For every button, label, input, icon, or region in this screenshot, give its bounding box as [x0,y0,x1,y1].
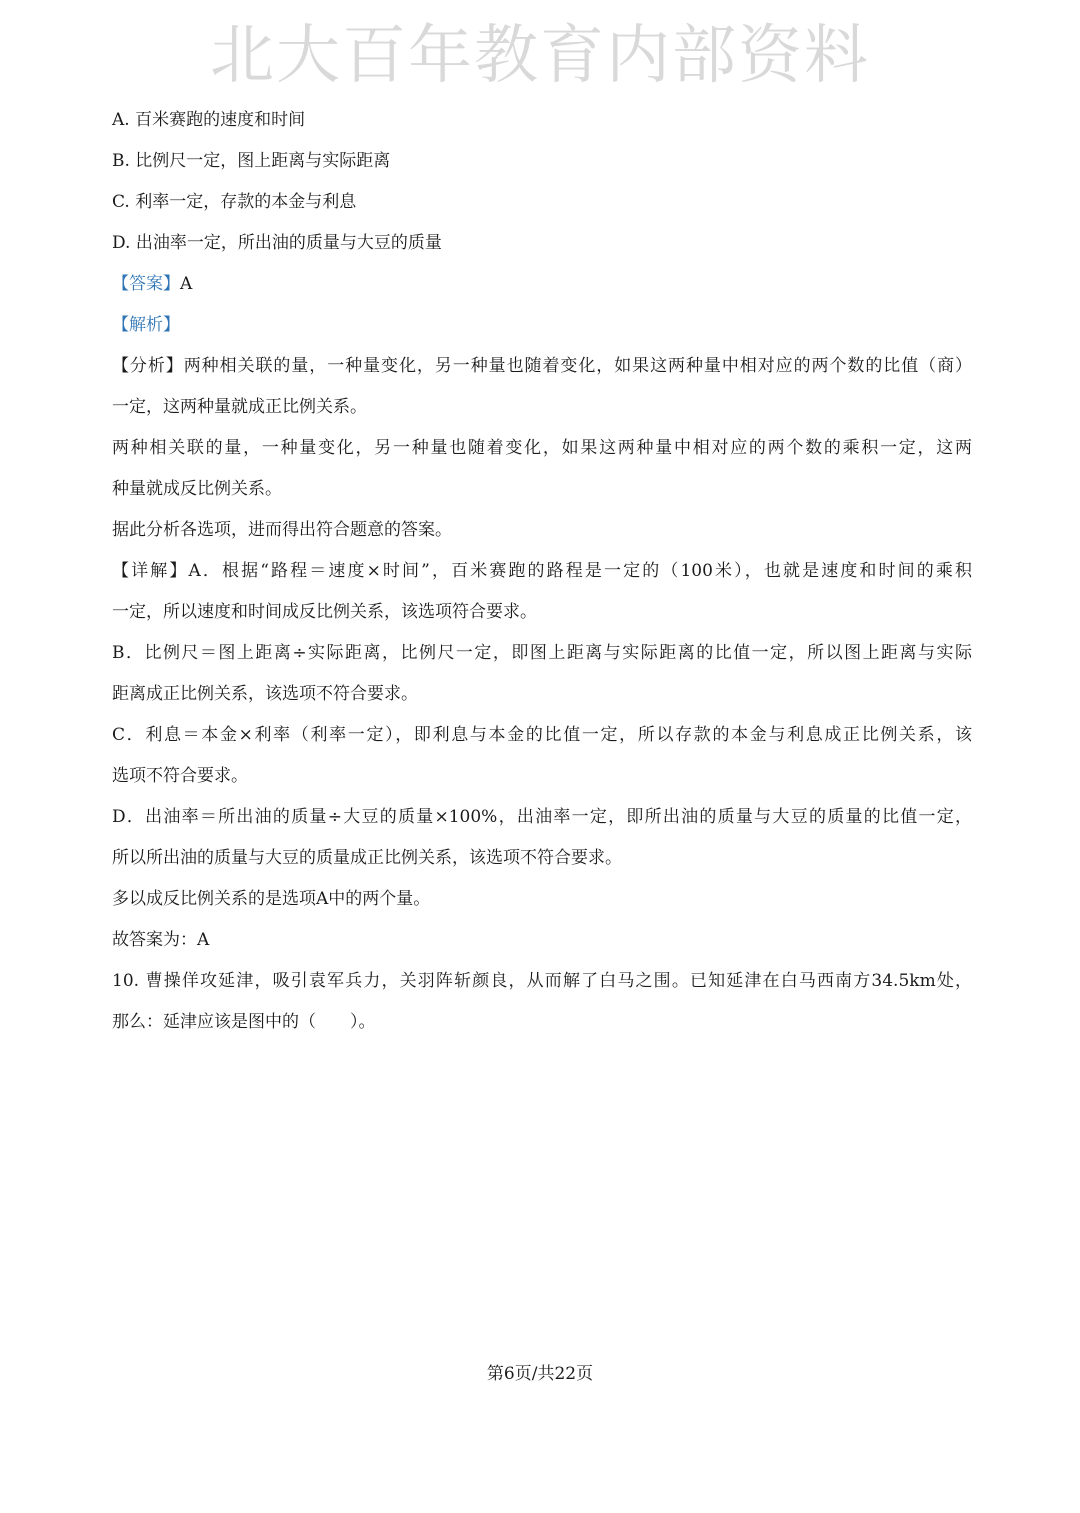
detail-line: B．比例尺＝图上距离÷实际距离，比例尺一定，即图上距离与实际距离的比值一定，所以图上距离与实际 [112,643,972,663]
question-10-continued: 那么：延津应该是图中的（ ）。 [112,1012,376,1032]
detail-tag: 【详解】 [112,561,189,581]
question-10: 10. 曹操佯攻延津，吸引袁军兵力，关羽阵斩颜良，从而解了白马之围。已知延津在白马西南方34.5km处， [112,971,972,991]
analysis-line: 种量就成反比例关系。 [112,479,282,499]
final-answer-line: 故答案为：A [112,930,210,950]
detail-line [112,551,972,592]
analysis-label: 【解析】 [112,315,180,335]
detail-text: A．根据“路程＝速度×时间”，百米赛跑的路程是一定的（100米），也就是速度和时间的乘积 [188,561,973,581]
option-a: A. 百米赛跑的速度和时间 [112,110,306,130]
detail-line: D．出油率＝所出油的质量÷大豆的质量×100%，出油率一定，即所出油的质量与大豆的质量的比值一定， [112,807,972,827]
analysis-line [112,346,972,387]
analysis-line: 据此分析各选项，进而得出符合题意的答案。 [112,520,452,540]
detail-line: 所以所出油的质量与大豆的质量成正比例关系，该选项不符合要求。 [112,848,622,868]
analysis-line: 两种相关联的量，一种量变化，另一种量也随着变化，如果这两种量中相对应的两个数的乘积一定，这两 [112,438,972,458]
answer-line [112,264,972,305]
detail-line: C．利息＝本金×利率（利率一定），即利息与本金的比值一定，所以存款的本金与利息成正比例关系，该 [112,725,972,745]
detail-line: 选项不符合要求。 [112,766,248,786]
answer-value: A [180,274,193,294]
watermark: 北大百年教育内部资料 [210,19,870,93]
analysis-line: 一定，这两种量就成正比例关系。 [112,397,367,417]
page-number: 第6页/共22页 [486,1364,594,1384]
analysis-text: 两种相关联的量，一种量变化，另一种量也随着变化，如果这两种量中相对应的两个数的比值（商） [183,356,973,376]
option-d: D. 出油率一定，所出油的质量与大豆的质量 [112,233,442,253]
detail-line: 一定，所以速度和时间成反比例关系，该选项符合要求。 [112,602,537,622]
document-body [112,100,972,1043]
detail-line: 距离成正比例关系，该选项不符合要求。 [112,684,418,704]
option-b: B. 比例尺一定，图上距离与实际距离 [112,151,391,171]
analysis-tag: 【分析】 [112,356,184,376]
detail-line: 多以成反比例关系的是选项A中的两个量。 [112,889,431,909]
answer-label: 【答案】 [112,274,180,294]
option-c: C. 利率一定，存款的本金与利息 [112,192,357,212]
